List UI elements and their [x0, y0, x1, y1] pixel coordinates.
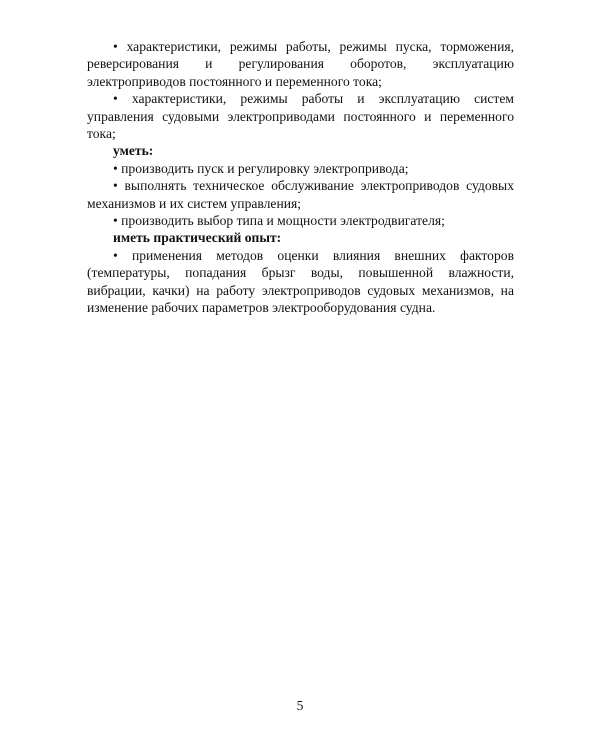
- bullet-item-external-factors: • применения методов оценки влияния внешних факторов (температуры, попадания брызг воды, повышенной влажности, вибрации, качки) на работу электроприводов судовых механизмов, на изменение рабочих параметров электрооборудования судна.: [87, 247, 514, 316]
- bullet-item-characteristics-drives: • характеристики, режимы работы, режимы пуска, торможения, реверсирования и регулирования оборотов, эксплуатацию электроприводов постоянного и переменного тока;: [87, 39, 514, 89]
- page-number: 5: [296, 698, 304, 713]
- page-body: [87, 38, 514, 317]
- bullet-item-start-regulation: • производить пуск и регулировку электропривода;: [113, 160, 409, 176]
- section-heading-experience: иметь практический опыт:: [113, 230, 282, 246]
- bullet-item-control-systems: • характеристики, режимы работы и эксплуатацию систем управления судовыми электроприводами постоянного и переменного тока;: [87, 91, 514, 142]
- bullet-item-maintenance: • выполнять техническое обслуживание электроприводов судовых механизмов и их систем управления;: [87, 178, 514, 211]
- section-heading-skills: уметь:: [113, 143, 154, 159]
- bullet-item-motor-selection: • производить выбор типа и мощности электродвигателя;: [113, 213, 445, 229]
